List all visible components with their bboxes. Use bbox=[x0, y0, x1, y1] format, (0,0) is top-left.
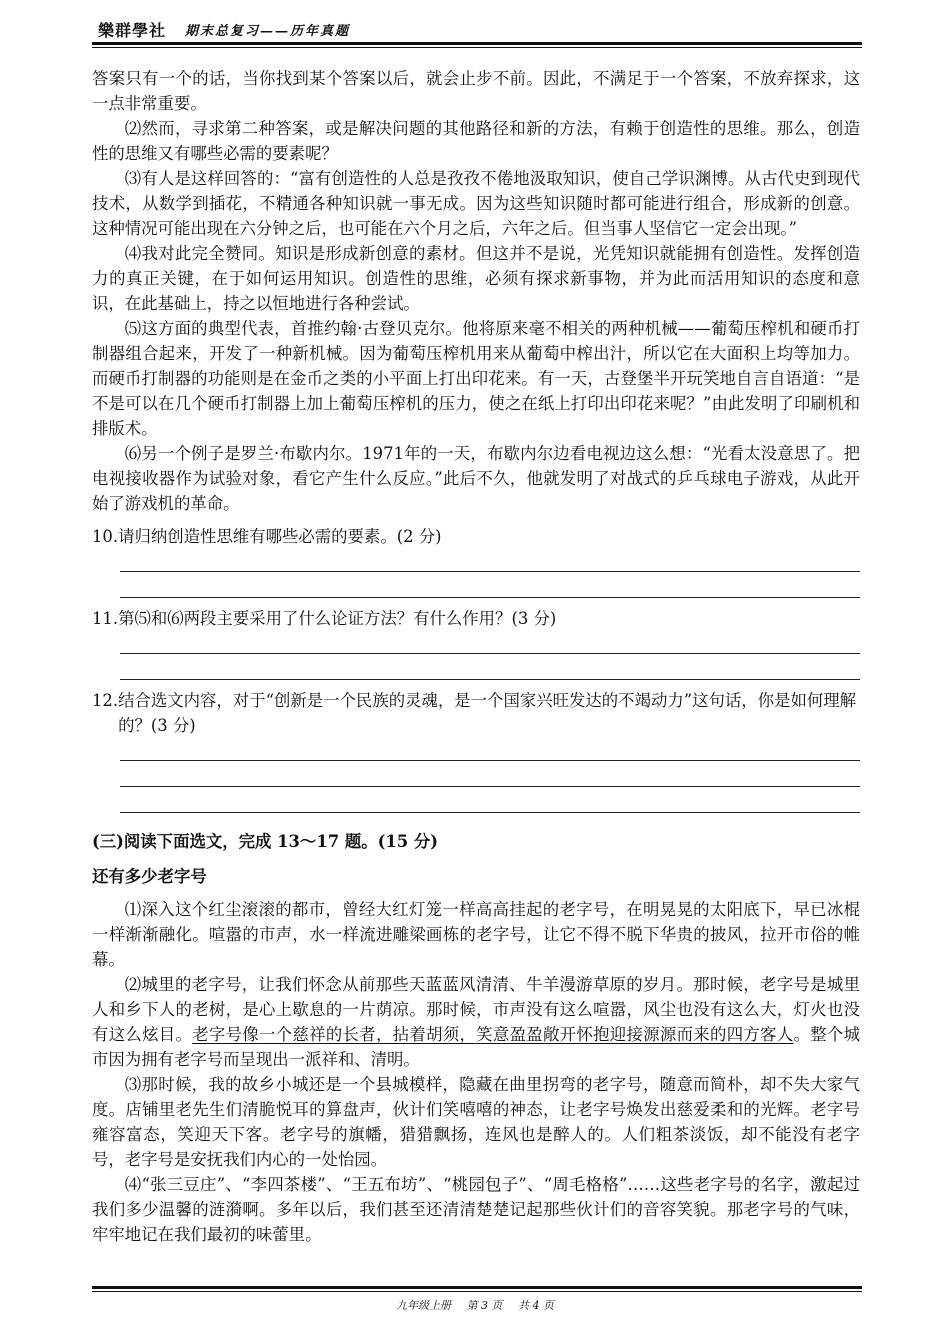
article-paragraph-2-text: ⑵城里的老字号，让我们怀念从前那些天蓝蓝风清清、牛羊漫游草原的岁月。那时候，老字号是城里人和乡下人的老树，是心上歇息的一片荫凉。那时候，市声没有这么喧嚣，风尘也没有这么大，灯火也没有这么炫目。 bbox=[92, 975, 860, 1044]
article-paragraph-2-end: 。整个城市因为拥有老字号而呈现出一派祥和、清明。 bbox=[92, 1025, 861, 1069]
question-10 bbox=[92, 524, 860, 598]
answer-line[interactable] bbox=[120, 761, 860, 787]
question-number: 12. bbox=[92, 691, 119, 710]
page-content bbox=[92, 66, 860, 1247]
section-heading: (三)阅读下面选文，完成 13～17 题。(15 分) bbox=[92, 832, 439, 851]
answer-line[interactable] bbox=[120, 787, 860, 813]
brand-logo-text: 樂群學社 bbox=[98, 21, 167, 40]
footer-rule-thick bbox=[92, 1286, 862, 1289]
answer-line[interactable] bbox=[120, 572, 860, 598]
question-11 bbox=[92, 606, 860, 680]
question-12 bbox=[92, 688, 860, 813]
footer-page-number: 第 3 页 bbox=[466, 1299, 503, 1312]
answer-lines bbox=[120, 635, 860, 680]
footer-rule-thin bbox=[92, 1291, 862, 1292]
footer-total-pages: 共 4 页 bbox=[518, 1299, 554, 1312]
answer-line[interactable] bbox=[120, 553, 860, 572]
passage-paragraph-2: ⑵然而，寻求第二种答案，或是解决问题的其他路径和新的方法，有赖于创造性的思维。那么，创造性的思维又有哪些必需的要素呢？ bbox=[92, 119, 860, 163]
question-text: 请归纳创造性思维有哪些必需的要素。(2 分) bbox=[118, 527, 442, 546]
passage-paragraph-3: ⑶有人是这样回答的：“富有创造性的人总是孜孜不倦地汲取知识，使自己学识渊博。从古代史到现代技术，从数学到插花，不精通各种知识就一事无成。因为这些知识随时都可能进行组合，形成新的创意。这种情况可能出现在六分钟之后，也可能在六个月之后，六年之后。但当事人坚信它一定会出现。” bbox=[92, 169, 860, 238]
footer-grade: 九年级上册 bbox=[396, 1299, 451, 1312]
header-subtitle: 期末总复习——历年真题 bbox=[185, 24, 351, 39]
passage-paragraph-6: ⑹另一个例子是罗兰·布歇内尔。1971年的一天，布歇内尔边看电视边这么想：“光看太没意思了。把电视接收器作为试验对象，看它产生什么反应。”此后不久，他就发明了对战式的乒乓球电子游戏，从此开始了游戏机的革命。 bbox=[92, 444, 860, 513]
page-header bbox=[95, 12, 865, 42]
passage-paragraph-4: ⑷我对此完全赞同。知识是形成新创意的素材。但这并不是说，光凭知识就能拥有创造性。发挥创造力的真正关键，在于如何运用知识。创造性的思维，必须有探求新事物，并为此而活用知识的态度和意识，在此基础上，持之以恒地进行各种尝试。 bbox=[92, 244, 860, 313]
answer-lines bbox=[120, 553, 860, 598]
article-title: 还有多少老字号 bbox=[92, 867, 207, 886]
question-text: 第⑸和⑹两段主要采用了什么论证方法？有什么作用？(3 分) bbox=[118, 609, 557, 628]
answer-lines bbox=[120, 742, 860, 813]
question-number: 11. bbox=[92, 609, 119, 628]
passage-paragraph-0: 答案只有一个的话，当你找到某个答案以后，就会止步不前。因此，不满足于一个答案，不放弃探求，这一点非常重要。 bbox=[92, 69, 860, 113]
passage-paragraph-5: ⑸这方面的典型代表，首推约翰·古登贝克尔。他将原来毫不相关的两种机械——葡萄压榨机和硬币打制器组合起来，开发了一种新机械。因为葡萄压榨机用来从葡萄中榨出汁，所以它在大面积上均等加力。而硬币打制器的功能则是在金币之类的小平面上打出印花来。有一天，古登堡半开玩笑地自言自语道：“是不是可以在几个硬币打制器上加上葡萄压榨机的压力，使之在纸上打印出印花来呢？”由此发明了印刷机和排版术。 bbox=[92, 319, 860, 438]
header-rule-thick bbox=[92, 42, 862, 45]
question-text: 结合选文内容，对于“创新是一个民族的灵魂，是一个国家兴旺发达的不竭动力”这句话，你是如何理解的？(3 分) bbox=[118, 691, 857, 735]
article-paragraph-2 bbox=[92, 972, 860, 1072]
article-paragraph-4: ⑷“张三豆庄”、“李四茶楼”、“王五布坊”、“桃园包子”、“周毛格格”……这些老字号的名字，激起过我们多少温馨的涟漪啊。多年以后，我们甚至还清清楚楚记起那些伙计们的音容笑貌。那老字号的气味，牢牢地记在我们最初的味蕾里。 bbox=[92, 1175, 860, 1244]
page-footer bbox=[0, 1297, 950, 1313]
question-number: 10. bbox=[92, 527, 119, 546]
answer-line[interactable] bbox=[120, 742, 860, 761]
article-paragraph-3: ⑶那时候，我的故乡小城还是一个县城模样，隐藏在曲里拐弯的老字号，随意而简朴，却不失大家气度。店铺里老先生们清脆悦耳的算盘声，伙计们笑嘻嘻的神态，让老字号焕发出慈爱柔和的光辉。老字号雍容富态，笑迎天下客。老字号的旗幡，猎猎飘扬，连风也是醉人的。人们粗茶淡饭，却不能没有老字号，老字号是安抚我们内心的一处怡园。 bbox=[92, 1075, 860, 1169]
header-rule-thin bbox=[92, 47, 862, 48]
underlined-sentence: 老字号像一个慈祥的长者，拈着胡须，笑意盈盈敞开怀抱迎接源源而来的四方客人 bbox=[192, 1025, 794, 1044]
answer-line[interactable] bbox=[120, 654, 860, 680]
article-paragraph-1: ⑴深入这个红尘滚滚的都市，曾经大红灯笼一样高高挂起的老字号，在明晃晃的太阳底下，早已冰棍一样渐渐融化。喧嚣的市声，水一样流进雕梁画栋的老字号，让它不得不脱下华贵的披风，拉开市俗的帷幕。 bbox=[92, 900, 860, 969]
answer-line[interactable] bbox=[120, 635, 860, 654]
